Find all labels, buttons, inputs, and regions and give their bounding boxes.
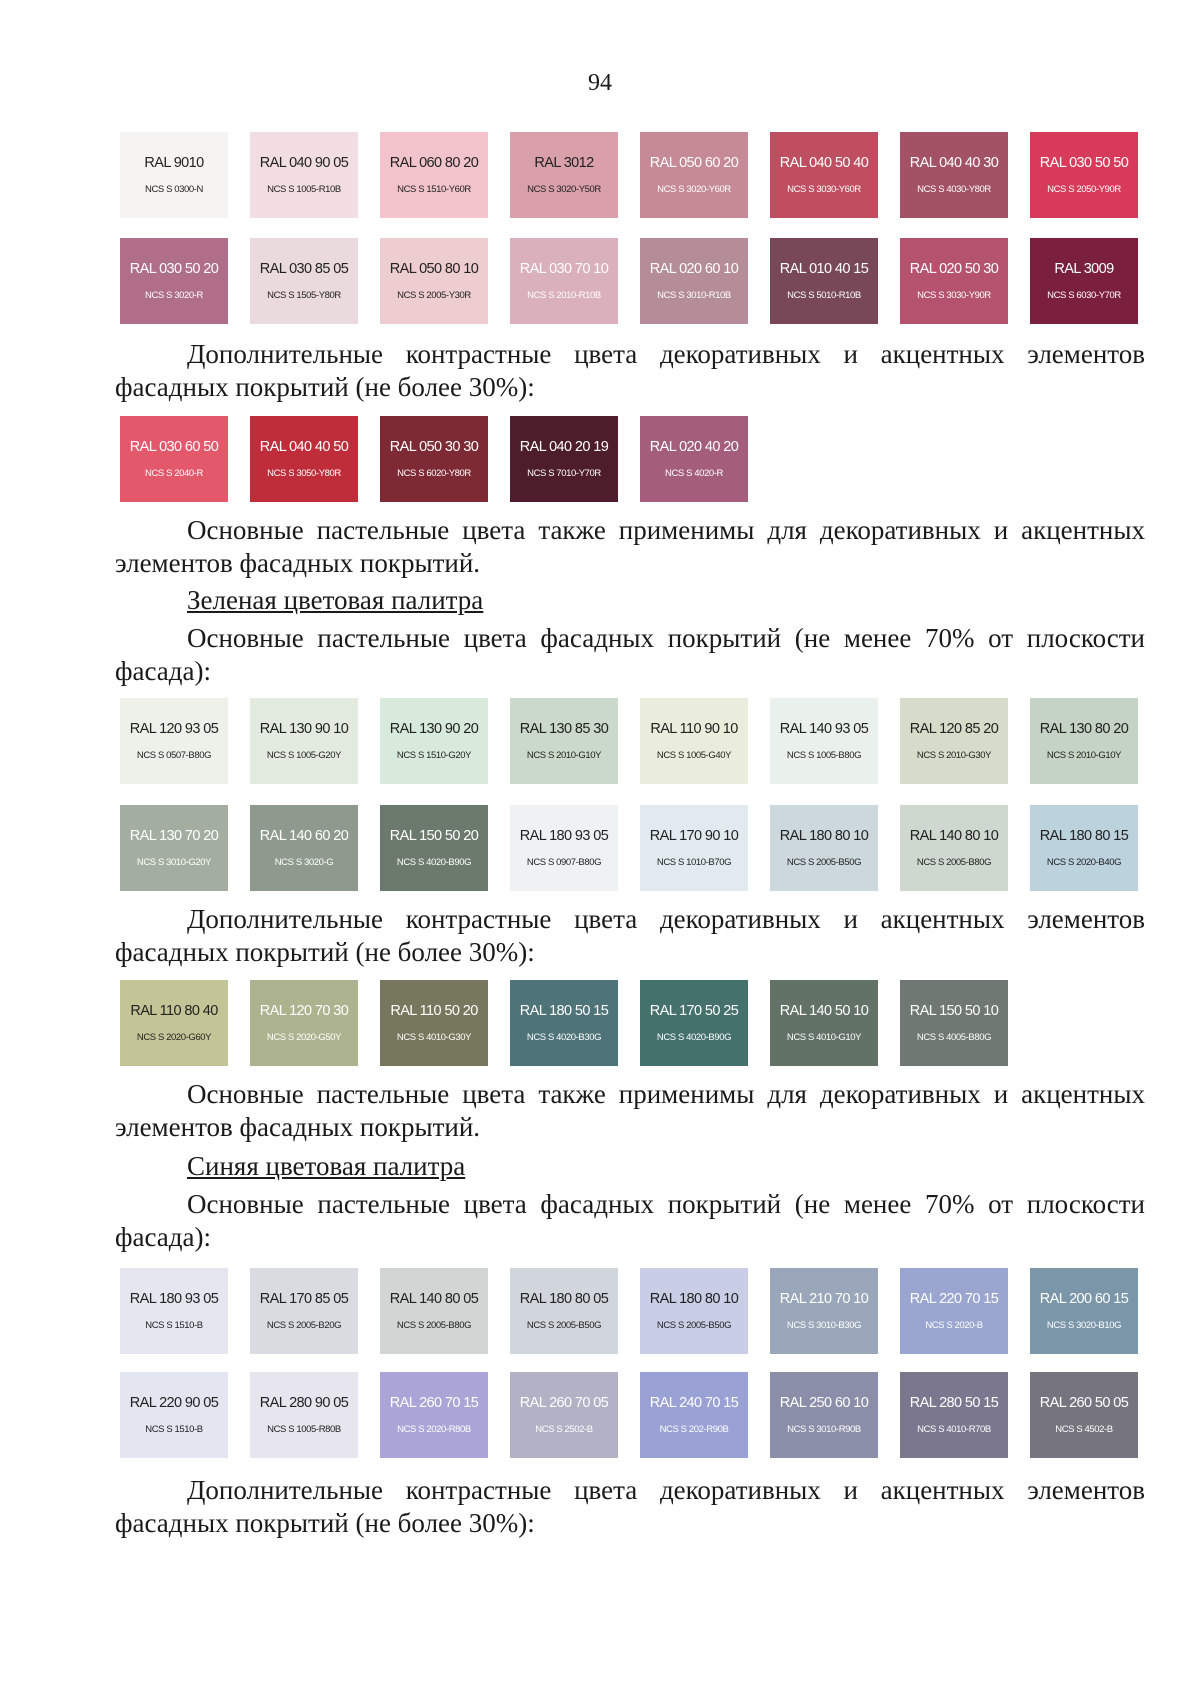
ral-code: RAL 120 70 30: [259, 1003, 349, 1019]
color-swatch: [770, 698, 878, 784]
color-swatch: [1030, 1372, 1138, 1458]
ral-code: RAL 030 50 50: [1039, 155, 1129, 171]
color-swatch: [510, 698, 618, 784]
ncs-code: NCS S 0507-B80G: [136, 750, 212, 761]
color-swatch: [510, 132, 618, 218]
paragraph-green-main: [115, 622, 1145, 688]
ral-code: RAL 170 90 10: [649, 828, 739, 844]
heading-blue-palette: Синяя цветовая палитра: [187, 1151, 466, 1181]
ral-code: RAL 030 70 10: [519, 261, 609, 277]
color-swatch: [250, 1372, 358, 1458]
color-swatch: [250, 238, 358, 324]
ncs-code: NCS S 3030-Y60R: [787, 184, 861, 195]
ral-code: RAL 020 40 20: [649, 439, 739, 455]
ncs-code: NCS S 2010-G10Y: [526, 750, 602, 761]
ral-code: RAL 120 85 20: [909, 721, 999, 737]
ral-code: RAL 260 70 05: [519, 1395, 609, 1411]
ral-code: RAL 040 40 30: [909, 155, 999, 171]
ral-code: RAL 170 50 25: [649, 1003, 739, 1019]
ral-code: RAL 040 40 50: [259, 439, 349, 455]
ral-code: RAL 050 30 30: [389, 439, 479, 455]
ral-code: RAL 030 50 20: [129, 261, 219, 277]
paragraph-note-green: [115, 1078, 1145, 1144]
ral-code: RAL 250 60 10: [779, 1395, 869, 1411]
ncs-code: NCS S 1005-R10B: [267, 184, 341, 195]
ncs-code: NCS S 1010-B70G: [656, 857, 732, 868]
ral-code: RAL 030 60 50: [129, 439, 219, 455]
ncs-code: NCS S 3020-R: [144, 290, 204, 301]
color-swatch: [770, 1372, 878, 1458]
paragraph-line: фасадных покрытий (не более 30%):: [115, 937, 535, 967]
ncs-code: NCS S 3010-R90B: [787, 1424, 861, 1435]
color-swatch: [640, 416, 748, 502]
ncs-code: NCS S 1005-R80B: [267, 1424, 341, 1435]
ncs-code: NCS S 2020-B: [925, 1320, 983, 1331]
color-swatch: [380, 1268, 488, 1354]
ral-code: RAL 030 85 05: [259, 261, 349, 277]
color-swatch: [510, 805, 618, 891]
color-swatch: [640, 238, 748, 324]
ncs-code: NCS S 2010-G10Y: [1046, 750, 1122, 761]
color-swatch: [900, 698, 1008, 784]
paragraph-line: элементов фасадных покрытий.: [115, 1112, 481, 1142]
ncs-code: NCS S 1005-B80G: [786, 750, 862, 761]
ncs-code: NCS S 2005-Y30R: [397, 290, 471, 301]
color-swatch: [1030, 132, 1138, 218]
swatch-row-pink-accent: [120, 416, 748, 502]
color-swatch: [120, 1372, 228, 1458]
ral-code: RAL 180 93 05: [129, 1291, 219, 1307]
ral-code: RAL 180 80 15: [1039, 828, 1129, 844]
ncs-code: NCS S 3010-G20Y: [136, 857, 212, 868]
swatch-row-green-main-2: [120, 805, 1138, 891]
color-swatch: [900, 1372, 1008, 1458]
ral-code: RAL 180 80 10: [779, 828, 869, 844]
color-swatch: [900, 132, 1008, 218]
ncs-code: NCS S 2050-Y90R: [1047, 184, 1121, 195]
ral-code: RAL 140 60 20: [259, 828, 349, 844]
color-swatch: [770, 238, 878, 324]
ral-code: RAL 150 50 10: [909, 1003, 999, 1019]
color-swatch: [900, 805, 1008, 891]
ral-code: RAL 120 93 05: [129, 721, 219, 737]
color-swatch: [510, 980, 618, 1066]
ral-code: RAL 110 50 20: [390, 1003, 478, 1019]
swatch-row-green-accent: [120, 980, 1008, 1066]
paragraph-line: фасада):: [115, 656, 211, 686]
ral-code: RAL 110 90 10: [650, 721, 738, 737]
ncs-code: NCS S 4030-Y80R: [917, 184, 991, 195]
ncs-code: NCS S 4020-B90G: [396, 857, 472, 868]
ral-code: RAL 180 80 05: [519, 1291, 609, 1307]
paragraph-accent-blue: [115, 1474, 1145, 1540]
ncs-code: NCS S 1510-B: [145, 1320, 203, 1331]
ncs-code: NCS S 6030-Y70R: [1047, 290, 1121, 301]
ncs-code: NCS S 2020-B40G: [1046, 857, 1122, 868]
color-swatch: [380, 698, 488, 784]
ncs-code: NCS S 3020-Y50R: [527, 184, 601, 195]
paragraph-accent-pink: [115, 338, 1145, 404]
color-swatch: [900, 1268, 1008, 1354]
ncs-code: NCS S 2005-B50G: [526, 1320, 602, 1331]
ncs-code: NCS S 4010-G30Y: [396, 1032, 472, 1043]
ncs-code: NCS S 2010-G30Y: [916, 750, 992, 761]
color-swatch: [510, 416, 618, 502]
ncs-code: NCS S 1505-Y80R: [267, 290, 341, 301]
ral-code: RAL 140 93 05: [779, 721, 869, 737]
paragraph-note-pink: [115, 514, 1145, 580]
ral-code: RAL 210 70 10: [779, 1291, 869, 1307]
ral-code: RAL 3012: [534, 155, 594, 171]
color-swatch: [250, 698, 358, 784]
ncs-code: NCS S 3020-G: [274, 857, 334, 868]
color-swatch: [380, 980, 488, 1066]
color-swatch: [770, 980, 878, 1066]
color-swatch: [640, 1372, 748, 1458]
paragraph-blue-main: [115, 1188, 1145, 1254]
color-swatch: [380, 238, 488, 324]
ncs-code: NCS S 202-R90B: [659, 1424, 729, 1435]
color-swatch: [250, 980, 358, 1066]
ncs-code: NCS S 2020-R80B: [397, 1424, 471, 1435]
ral-code: RAL 280 50 15: [909, 1395, 999, 1411]
color-swatch: [640, 698, 748, 784]
color-swatch: [770, 132, 878, 218]
ncs-code: NCS S 4020-B30G: [526, 1032, 602, 1043]
paragraph-line: Основные пастельные цвета фасадных покрытий (не менее 70% от плоскости: [187, 623, 1145, 653]
color-swatch: [250, 132, 358, 218]
ncs-code: NCS S 2005-B80G: [916, 857, 992, 868]
swatch-row-blue-main-1: [120, 1268, 1138, 1354]
color-swatch: [120, 132, 228, 218]
paragraph-accent-green: [115, 903, 1145, 969]
color-swatch: [640, 980, 748, 1066]
color-swatch: [640, 132, 748, 218]
ncs-code: NCS S 3030-Y90R: [917, 290, 991, 301]
color-swatch: [120, 1268, 228, 1354]
ncs-code: NCS S 2502-B: [535, 1424, 593, 1435]
color-swatch: [380, 132, 488, 218]
ncs-code: NCS S 3020-B10G: [1046, 1320, 1122, 1331]
ral-code: RAL 050 60 20: [649, 155, 739, 171]
ral-code: RAL 020 60 10: [649, 261, 739, 277]
ral-code: RAL 010 40 15: [779, 261, 869, 277]
ral-code: RAL 150 50 20: [389, 828, 479, 844]
ral-code: RAL 130 70 20: [129, 828, 219, 844]
paragraph-line: Дополнительные контрастные цвета декоративных и акцентных элементов: [187, 1475, 1145, 1505]
ral-code: RAL 220 90 05: [129, 1395, 219, 1411]
ral-code: RAL 040 90 05: [259, 155, 349, 171]
ral-code: RAL 280 90 05: [259, 1395, 349, 1411]
ncs-code: NCS S 2005-B20G: [266, 1320, 342, 1331]
color-swatch: [510, 1372, 618, 1458]
ncs-code: NCS S 4010-R70B: [917, 1424, 991, 1435]
color-swatch: [120, 805, 228, 891]
ncs-code: NCS S 1510-G20Y: [396, 750, 472, 761]
ral-code: RAL 060 80 20: [389, 155, 479, 171]
ral-code: RAL 020 50 30: [909, 261, 999, 277]
color-swatch: [380, 805, 488, 891]
color-swatch: [1030, 698, 1138, 784]
ral-code: RAL 110 80 40: [130, 1003, 218, 1019]
ncs-code: NCS S 2005-B50G: [786, 857, 862, 868]
ral-code: RAL 130 90 10: [259, 721, 349, 737]
swatch-row-pink-main-2: [120, 238, 1138, 324]
swatch-row-pink-main-1: [120, 132, 1138, 218]
ncs-code: NCS S 2005-B80G: [396, 1320, 472, 1331]
ral-code: RAL 200 60 15: [1039, 1291, 1129, 1307]
ral-code: RAL 260 70 15: [389, 1395, 479, 1411]
color-swatch: [120, 416, 228, 502]
ncs-code: NCS S 4020-B90G: [656, 1032, 732, 1043]
ral-code: RAL 170 85 05: [259, 1291, 349, 1307]
swatch-row-green-main-1: [120, 698, 1138, 784]
ral-code: RAL 140 50 10: [779, 1003, 869, 1019]
paragraph-line: Дополнительные контрастные цвета декоративных и акцентных элементов: [187, 904, 1145, 934]
ncs-code: NCS S 7010-Y70R: [527, 468, 601, 479]
swatch-row-blue-main-2: [120, 1372, 1138, 1458]
ncs-code: NCS S 1510-Y60R: [397, 184, 471, 195]
paragraph-line: Основные пастельные цвета фасадных покрытий (не менее 70% от плоскости: [187, 1189, 1145, 1219]
ral-code: RAL 180 93 05: [519, 828, 609, 844]
color-swatch: [1030, 1268, 1138, 1354]
ral-code: RAL 3009: [1054, 261, 1114, 277]
ral-code: RAL 040 20 19: [519, 439, 609, 455]
color-swatch: [120, 238, 228, 324]
ncs-code: NCS S 4010-G10Y: [786, 1032, 862, 1043]
color-swatch: [900, 238, 1008, 324]
ncs-code: NCS S 3010-B30G: [786, 1320, 862, 1331]
ral-code: RAL 220 70 15: [909, 1291, 999, 1307]
color-swatch: [250, 1268, 358, 1354]
color-swatch: [1030, 805, 1138, 891]
ncs-code: NCS S 2020-G50Y: [266, 1032, 342, 1043]
ral-code: RAL 130 90 20: [389, 721, 479, 737]
paragraph-line: Основные пастельные цвета также применимы для декоративных и акцентных: [187, 1079, 1145, 1109]
ncs-code: NCS S 6020-Y80R: [397, 468, 471, 479]
ncs-code: NCS S 3010-R10B: [657, 290, 731, 301]
paragraph-line: фасада):: [115, 1222, 211, 1252]
ral-code: RAL 130 85 30: [519, 721, 609, 737]
paragraph-line: фасадных покрытий (не более 30%):: [115, 372, 535, 402]
heading-green-palette: Зеленая цветовая палитра: [187, 585, 484, 615]
color-swatch: [250, 805, 358, 891]
ncs-code: NCS S 2010-R10B: [527, 290, 601, 301]
color-swatch: [1030, 238, 1138, 324]
color-swatch: [380, 416, 488, 502]
ncs-code: NCS S 0300-N: [144, 184, 204, 195]
color-swatch: [120, 980, 228, 1066]
ral-code: RAL 050 80 10: [389, 261, 479, 277]
ral-code: RAL 040 50 40: [779, 155, 869, 171]
color-swatch: [250, 416, 358, 502]
paragraph-line: Дополнительные контрастные цвета декоративных и акцентных элементов: [187, 339, 1145, 369]
color-swatch: [120, 698, 228, 784]
color-swatch: [380, 1372, 488, 1458]
ncs-code: NCS S 3050-Y80R: [267, 468, 341, 479]
ncs-code: NCS S 2020-G60Y: [136, 1032, 212, 1043]
ncs-code: NCS S 5010-R10B: [787, 290, 861, 301]
color-swatch: [640, 1268, 748, 1354]
ral-code: RAL 9010: [144, 155, 204, 171]
color-swatch: [900, 980, 1008, 1066]
ral-code: RAL 180 80 10: [649, 1291, 739, 1307]
ral-code: RAL 180 50 15: [519, 1003, 609, 1019]
page-number: 94: [588, 70, 612, 96]
ncs-code: NCS S 2040-R: [144, 468, 204, 479]
color-swatch: [640, 805, 748, 891]
ral-code: RAL 140 80 05: [389, 1291, 479, 1307]
color-swatch: [510, 238, 618, 324]
paragraph-line: элементов фасадных покрытий.: [115, 548, 481, 578]
ral-code: RAL 260 50 05: [1039, 1395, 1129, 1411]
ral-code: RAL 140 80 10: [909, 828, 999, 844]
ral-code: RAL 130 80 20: [1039, 721, 1129, 737]
color-swatch: [770, 1268, 878, 1354]
color-swatch: [510, 1268, 618, 1354]
paragraph-line: Основные пастельные цвета также применимы для декоративных и акцентных: [187, 515, 1145, 545]
ncs-code: NCS S 1005-G20Y: [266, 750, 342, 761]
ral-code: RAL 240 70 15: [649, 1395, 739, 1411]
ncs-code: NCS S 4502-B: [1055, 1424, 1113, 1435]
ncs-code: NCS S 4020-R: [664, 468, 724, 479]
ncs-code: NCS S 0907-B80G: [526, 857, 602, 868]
paragraph-line: фасадных покрытий (не более 30%):: [115, 1508, 535, 1538]
ncs-code: NCS S 1005-G40Y: [656, 750, 732, 761]
color-swatch: [770, 805, 878, 891]
ncs-code: NCS S 2005-B50G: [656, 1320, 732, 1331]
ncs-code: NCS S 3020-Y60R: [657, 184, 731, 195]
ncs-code: NCS S 1510-B: [145, 1424, 203, 1435]
ncs-code: NCS S 4005-B80G: [916, 1032, 992, 1043]
